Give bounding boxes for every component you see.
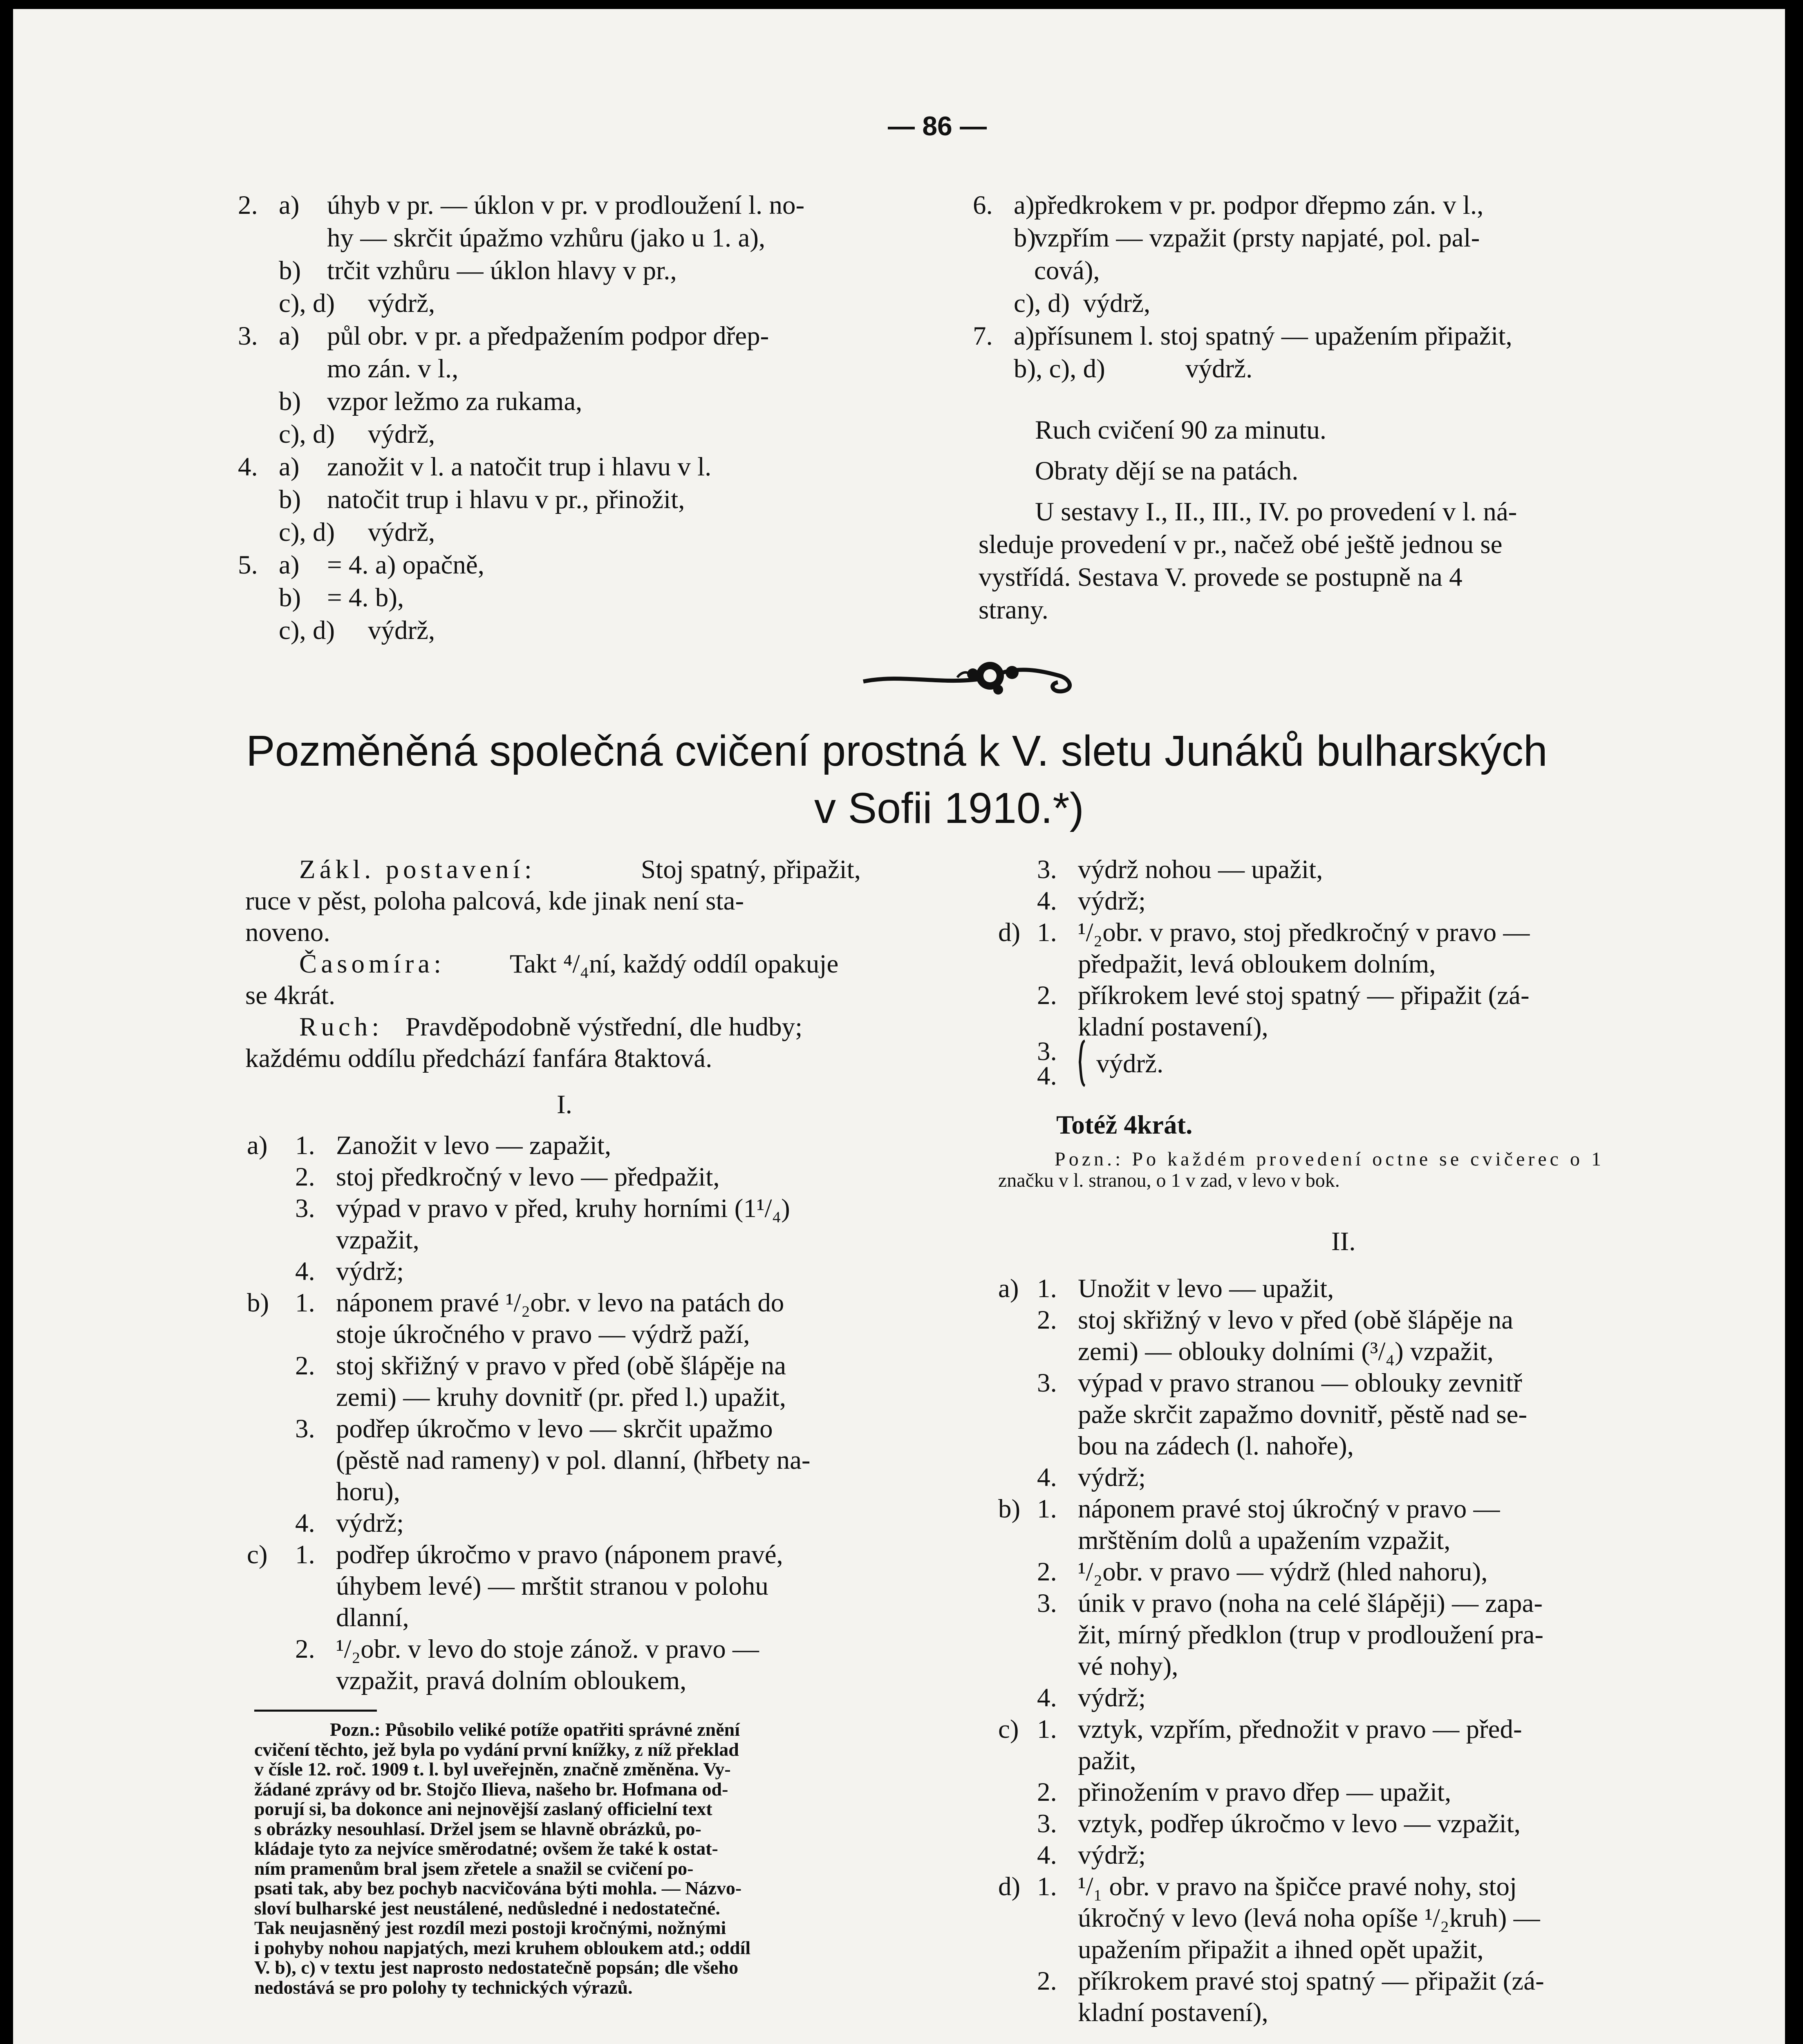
- right-col-b-cell: 1.: [1037, 1274, 1057, 1303]
- section-i-heading: I.: [557, 1090, 572, 1119]
- left-exercise-cell: podřep úkročmo v pravo (náponem pravé,: [336, 1540, 783, 1569]
- casomira-line-1: Takt ⁴/₄ní, každý oddíl opakuje: [510, 949, 839, 979]
- right-col-a-cell: ¹/₂obr. v pravo, stoj předkročný v pravo —: [1078, 918, 1530, 947]
- left-exercise-cell: 2.: [295, 1351, 315, 1381]
- right-col-b-cell: b): [998, 1494, 1021, 1524]
- left-exercise-cell: výdrž;: [336, 1508, 404, 1538]
- top-right-cell: b), c), d): [1014, 354, 1105, 383]
- top-left-cell: 5.: [238, 550, 258, 580]
- top-left-cell: = 4. a) opačně,: [327, 550, 484, 580]
- right-col-b-cell: úkročný v levo (levá noha opíše ¹/₂kruh) —: [1078, 1903, 1540, 1933]
- left-exercise-cell: c): [247, 1540, 268, 1569]
- right-col-b-cell: 3.: [1037, 1589, 1057, 1618]
- left-exercise-cell: výpad v pravo v před, kruhy horními (1¹/₄): [336, 1194, 790, 1223]
- top-left-cell: výdrž,: [368, 289, 435, 318]
- top-right-cell: a): [1014, 191, 1035, 220]
- right-col-b-cell: výdrž;: [1078, 1463, 1146, 1492]
- zakl-label: Zákl. postavení:: [299, 855, 536, 884]
- top-left-cell: = 4. b),: [327, 583, 404, 612]
- top-left-cell: b): [279, 256, 301, 285]
- top-left-cell: b): [279, 583, 301, 612]
- top-right-note-line: U sestavy I., II., III., IV. po provedení v l. ná-: [1035, 497, 1517, 527]
- footnote-line: v čísle 12. roč. 1909 t. l. byl uveřejněn, značně změněna. Vy-: [254, 1759, 731, 1780]
- right-col-a-cell: 3.: [1037, 855, 1057, 884]
- footnote-line: kládaje tyto za nejvíce směrodatné; ovšem že také k ostat-: [254, 1838, 718, 1859]
- right-col-b-cell: 4.: [1037, 1463, 1057, 1492]
- left-exercise-cell: zemi) — kruhy dovnitř (pr. před l.) upažit,: [336, 1383, 786, 1412]
- right-col-b-cell: 3.: [1037, 1809, 1057, 1838]
- page-number: — 86 —: [888, 111, 987, 141]
- ruch-line-1: Pravděpodobně výstřední, dle hudby;: [405, 1012, 803, 1042]
- right-col-b-cell: žit, mírný předklon (trup v prodloužení pra-: [1078, 1620, 1543, 1650]
- right-col-b-cell: a): [998, 1274, 1019, 1303]
- footnote-line: Tak neujasněný jest rozdíl mezi postoji kročnými, nožnými: [254, 1917, 726, 1938]
- right-col-a-cell: příkrokem levé stoj spatný — připažit (zá-: [1078, 981, 1530, 1010]
- top-left-cell: mo zán. v l.,: [327, 354, 459, 383]
- left-exercise-cell: 3.: [295, 1414, 315, 1443]
- top-right-cell: výdrž,: [1083, 289, 1151, 318]
- top-right-cell: 6.: [973, 191, 993, 220]
- right-col-b-cell: 3.: [1037, 1368, 1057, 1398]
- top-right-note-line: sleduje provedení v pr., načež obé ještě jednou se: [979, 530, 1503, 559]
- top-left-cell: výdrž,: [368, 419, 435, 449]
- right-col-b-cell: únik v pravo (noha na celé šlápěji) — zapa-: [1078, 1589, 1543, 1618]
- right-col-b-cell: náponem pravé stoj úkročný v pravo —: [1078, 1494, 1500, 1524]
- right-col-b-cell: 2.: [1037, 1966, 1057, 1996]
- left-exercise-cell: 2.: [295, 1634, 315, 1664]
- section-ii-heading: II.: [1331, 1227, 1356, 1256]
- left-exercise-cell: Zanožit v levo — zapažit,: [336, 1131, 611, 1160]
- right-col-a-cell: 2.: [1037, 981, 1057, 1010]
- pozn2-line-2: značku v l. stranou, o 1 v zad, v levo v bok.: [998, 1170, 1340, 1191]
- right-col-b-cell: výdrž;: [1078, 1840, 1146, 1870]
- right-col-a-cell: předpažit, levá obloukem dolním,: [1078, 949, 1436, 979]
- right-col-b-cell: Unožit v levo — upažit,: [1078, 1274, 1334, 1303]
- top-left-cell: a): [279, 452, 300, 482]
- right-col-b-cell: 1.: [1037, 1494, 1057, 1524]
- right-col-b-cell: 1.: [1037, 1872, 1057, 1901]
- left-exercise-cell: 4.: [295, 1257, 315, 1286]
- heading-line-2: v Sofii 1910.*): [814, 784, 1084, 832]
- left-exercise-cell: 3.: [295, 1194, 315, 1223]
- right-col-b-cell: vé nohy),: [1078, 1652, 1178, 1681]
- left-exercise-cell: (pěstě nad rameny) v pol. dlanní, (hřbety na-: [336, 1446, 811, 1475]
- right-col-a-cell: výdrž nohou — upažit,: [1078, 855, 1323, 884]
- left-exercise-cell: úhybem levé) — mrštit stranou v polohu: [336, 1571, 768, 1601]
- top-left-cell: a): [279, 550, 300, 580]
- top-right-cell: výdrž.: [1185, 354, 1253, 383]
- footnote-line: nedostává se pro polohy ty technických výrazů.: [254, 1977, 633, 1998]
- left-exercise-cell: vzpažit,: [336, 1225, 419, 1255]
- right-col-b-cell: ¹/₁ obr. v pravo na špičce pravé nohy, stoj: [1078, 1872, 1517, 1901]
- top-right-cell: c), d): [1014, 289, 1070, 318]
- top-right-cell: 7.: [973, 321, 993, 351]
- footnote-rule: [254, 1710, 377, 1712]
- right-col-b-cell: pažit,: [1078, 1746, 1136, 1775]
- right-col-b-cell: bou na zádech (l. nahoře),: [1078, 1431, 1354, 1461]
- left-exercise-cell: stoj skřižný v pravo v před (obě šlápěje na: [336, 1351, 786, 1381]
- top-left-cell: c), d): [279, 289, 335, 318]
- top-right-cell: vzpřím — vzpažit (prsty napjaté, pol. pal-: [1034, 223, 1480, 253]
- top-right-cell: b): [1014, 223, 1036, 253]
- top-left-cell: c), d): [279, 419, 335, 449]
- top-right-cell: a): [1014, 321, 1035, 351]
- right-col-b-cell: 2.: [1037, 1777, 1057, 1807]
- left-exercise-cell: výdrž;: [336, 1257, 404, 1286]
- heading-line-1: Pozměněná společná cvičení prostná k V. sletu Junáků bulharských: [246, 727, 1548, 775]
- left-exercise-cell: b): [247, 1288, 269, 1318]
- brace-label: výdrž.: [1096, 1049, 1164, 1078]
- footnote-line: Pozn.: Působilo veliké potíže opatřiti správné znění: [330, 1719, 740, 1740]
- brace-icon: [1077, 1039, 1091, 1087]
- right-col-b-cell: 2.: [1037, 1305, 1057, 1335]
- right-col-a-cell: 4.: [1037, 886, 1057, 916]
- footnote-line: s obrázky nesouhlasí. Držel jsem se hlavně obrázků, po-: [254, 1818, 701, 1839]
- top-left-cell: trčit vzhůru — úklon hlavy v pr.,: [327, 256, 677, 285]
- left-exercise-cell: náponem pravé ¹/₂obr. v levo na patách do: [336, 1288, 784, 1318]
- right-col-a-cell: kladní postavení),: [1078, 1012, 1268, 1042]
- top-left-cell: a): [279, 191, 300, 220]
- left-exercise-cell: ¹/₂obr. v levo do stoje zánož. v pravo —: [336, 1634, 759, 1664]
- top-right-note-line: vystřídá. Sestava V. provede se postupně na 4: [979, 563, 1463, 592]
- left-exercise-cell: 1.: [295, 1131, 315, 1160]
- zakl-line-3: noveno.: [245, 918, 330, 947]
- top-left-cell: a): [279, 321, 300, 351]
- top-right-note-line: Obraty dějí se na patách.: [1035, 456, 1299, 486]
- right-col-b-cell: mrštěním dolů a upažením vzpažit,: [1078, 1526, 1451, 1555]
- right-col-b-cell: 4.: [1037, 1840, 1057, 1870]
- zakl-line-2: ruce v pěst, poloha palcová, kde jinak není sta-: [245, 886, 744, 916]
- top-right-note-line: Ruch cvičení 90 za minutu.: [1035, 415, 1327, 445]
- totez-line: Totéž 4krát.: [1056, 1110, 1193, 1140]
- top-left-cell: výdrž,: [368, 616, 435, 645]
- right-col-b-cell: 4.: [1037, 1683, 1057, 1712]
- footnote-line: i pohyby nohou napjatých, mezi kruhem obloukem atd.; oddíl: [254, 1937, 751, 1958]
- top-left-cell: b): [279, 485, 301, 514]
- casomira-line-2: se 4krát.: [245, 981, 336, 1010]
- left-exercise-cell: vzpažit, pravá dolním obloukem,: [336, 1666, 687, 1695]
- right-col-a-cell: 1.: [1037, 918, 1057, 947]
- top-right-note-line: strany.: [979, 595, 1048, 625]
- top-left-cell: zanožit v l. a natočit trup i hlavu v l.: [327, 452, 712, 482]
- left-exercise-cell: stoje úkročného v pravo — výdrž paží,: [336, 1320, 750, 1349]
- top-left-cell: 2.: [238, 191, 258, 220]
- top-left-cell: b): [279, 387, 301, 416]
- right-col-b-cell: 2.: [1037, 1557, 1057, 1587]
- footnote-line: psati tak, aby bez pochyb nacvičována býti mohla. — Názvo-: [254, 1878, 742, 1898]
- footnote-line: žádané zprávy od br. Stojčo Ilieva, našeho br. Hofmana od-: [254, 1778, 728, 1800]
- left-exercise-cell: 2.: [295, 1162, 315, 1192]
- right-col-b-cell: vztyk, podřep úkročmo v levo — vzpažit,: [1078, 1809, 1521, 1838]
- right-col-b-cell: vztyk, vzpřím, přednožit v pravo — před-: [1078, 1715, 1522, 1744]
- footnote-line: V. b), c) v textu jest naprosto nedostatečně popsán; dle všeho: [254, 1957, 739, 1978]
- right-col-b-cell: upažením připažit a ihned opět upažit,: [1078, 1935, 1484, 1964]
- top-left-cell: hy — skrčit úpažmo vzhůru (jako u 1. a),: [327, 223, 766, 253]
- left-exercise-cell: 1.: [295, 1540, 315, 1569]
- top-left-cell: 4.: [238, 452, 258, 482]
- footnote-line: cvičení těchto, jež byla po vydání první knížky, z níž překlad: [254, 1739, 739, 1760]
- right-col-b-cell: d): [998, 1872, 1021, 1901]
- left-exercise-cell: stoj předkročný v levo — předpažit,: [336, 1162, 720, 1192]
- top-left-cell: c), d): [279, 616, 335, 645]
- scanned-page: [13, 9, 1785, 2044]
- top-left-cell: výdrž,: [368, 518, 435, 547]
- left-exercise-cell: a): [247, 1131, 268, 1160]
- top-left-cell: 3.: [238, 321, 258, 351]
- left-exercise-cell: 1.: [295, 1288, 315, 1318]
- top-left-cell: natočit trup i hlavu v pr., přinožit,: [327, 485, 685, 514]
- brace-number-3: 3.: [1037, 1037, 1057, 1066]
- top-left-cell: c), d): [279, 518, 335, 547]
- ornament-icon: [855, 649, 1084, 706]
- ruch-label: Ruch:: [299, 1012, 383, 1042]
- right-col-b-cell: paže skrčit zapažmo dovnitř, pěstě nad se-: [1078, 1400, 1528, 1429]
- right-col-b-cell: příkrokem pravé stoj spatný — připažit (zá-: [1078, 1966, 1544, 1996]
- right-col-b-cell: stoj skřižný v levo v před (obě šlápěje na: [1078, 1305, 1513, 1335]
- right-col-b-cell: výdrž;: [1078, 1683, 1146, 1712]
- top-left-cell: úhyb v pr. — úklon v pr. v prodloužení l. no-: [327, 191, 805, 220]
- footnote-line: porují si, ba dokonce ani nejnovější zaslaný officielní text: [254, 1798, 712, 1819]
- top-right-cell: cová),: [1034, 256, 1100, 285]
- pozn2-line-1: Pozn.: Po každém provedení octne se cvičerec o 1: [1055, 1148, 1604, 1170]
- left-exercise-cell: podřep úkročmo v levo — skrčit upažmo: [336, 1414, 773, 1443]
- right-col-b-cell: výpad v pravo stranou — oblouky zevnitř: [1078, 1368, 1522, 1398]
- right-col-b-cell: kladní postavení),: [1078, 1998, 1268, 2027]
- top-left-cell: půl obr. v pr. a předpažením podpor dřep-: [327, 321, 769, 351]
- right-col-a-cell: výdrž;: [1078, 886, 1146, 916]
- top-right-cell: přísunem l. stoj spatný — upažením připažit,: [1034, 321, 1512, 351]
- right-col-b-cell: c): [998, 1715, 1019, 1744]
- left-exercise-cell: 4.: [295, 1508, 315, 1538]
- footnote-line: ním pramenům bral jsem zřetele a snažil se cvičení po-: [254, 1858, 694, 1879]
- right-col-b-cell: přinožením v pravo dřep — upažit,: [1078, 1777, 1451, 1807]
- top-right-cell: předkrokem v pr. podpor dřepmo zán. v l.,: [1034, 191, 1484, 220]
- left-exercise-cell: dlanní,: [336, 1603, 409, 1632]
- right-col-a-cell: d): [998, 918, 1021, 947]
- left-exercise-cell: horu),: [336, 1477, 401, 1506]
- right-col-b-cell: ¹/₂obr. v pravo — výdrž (hled nahoru),: [1078, 1557, 1488, 1587]
- ruch-line-2: každému oddílu předchází fanfára 8taktová.: [245, 1044, 712, 1073]
- footnote-line: sloví bulharské jest neustálené, nedůsledné i nedostatečné.: [254, 1897, 720, 1918]
- right-col-b-cell: 1.: [1037, 1715, 1057, 1744]
- top-left-cell: vzpor ležmo za rukama,: [327, 387, 582, 416]
- zakl-line-1: Stoj spatný, připažit,: [641, 855, 861, 884]
- casomira-label: Časomíra:: [299, 949, 446, 979]
- right-col-b-cell: zemi) — oblouky dolními (³/₄) vzpažit,: [1078, 1337, 1494, 1366]
- brace-number-4: 4.: [1037, 1061, 1057, 1091]
